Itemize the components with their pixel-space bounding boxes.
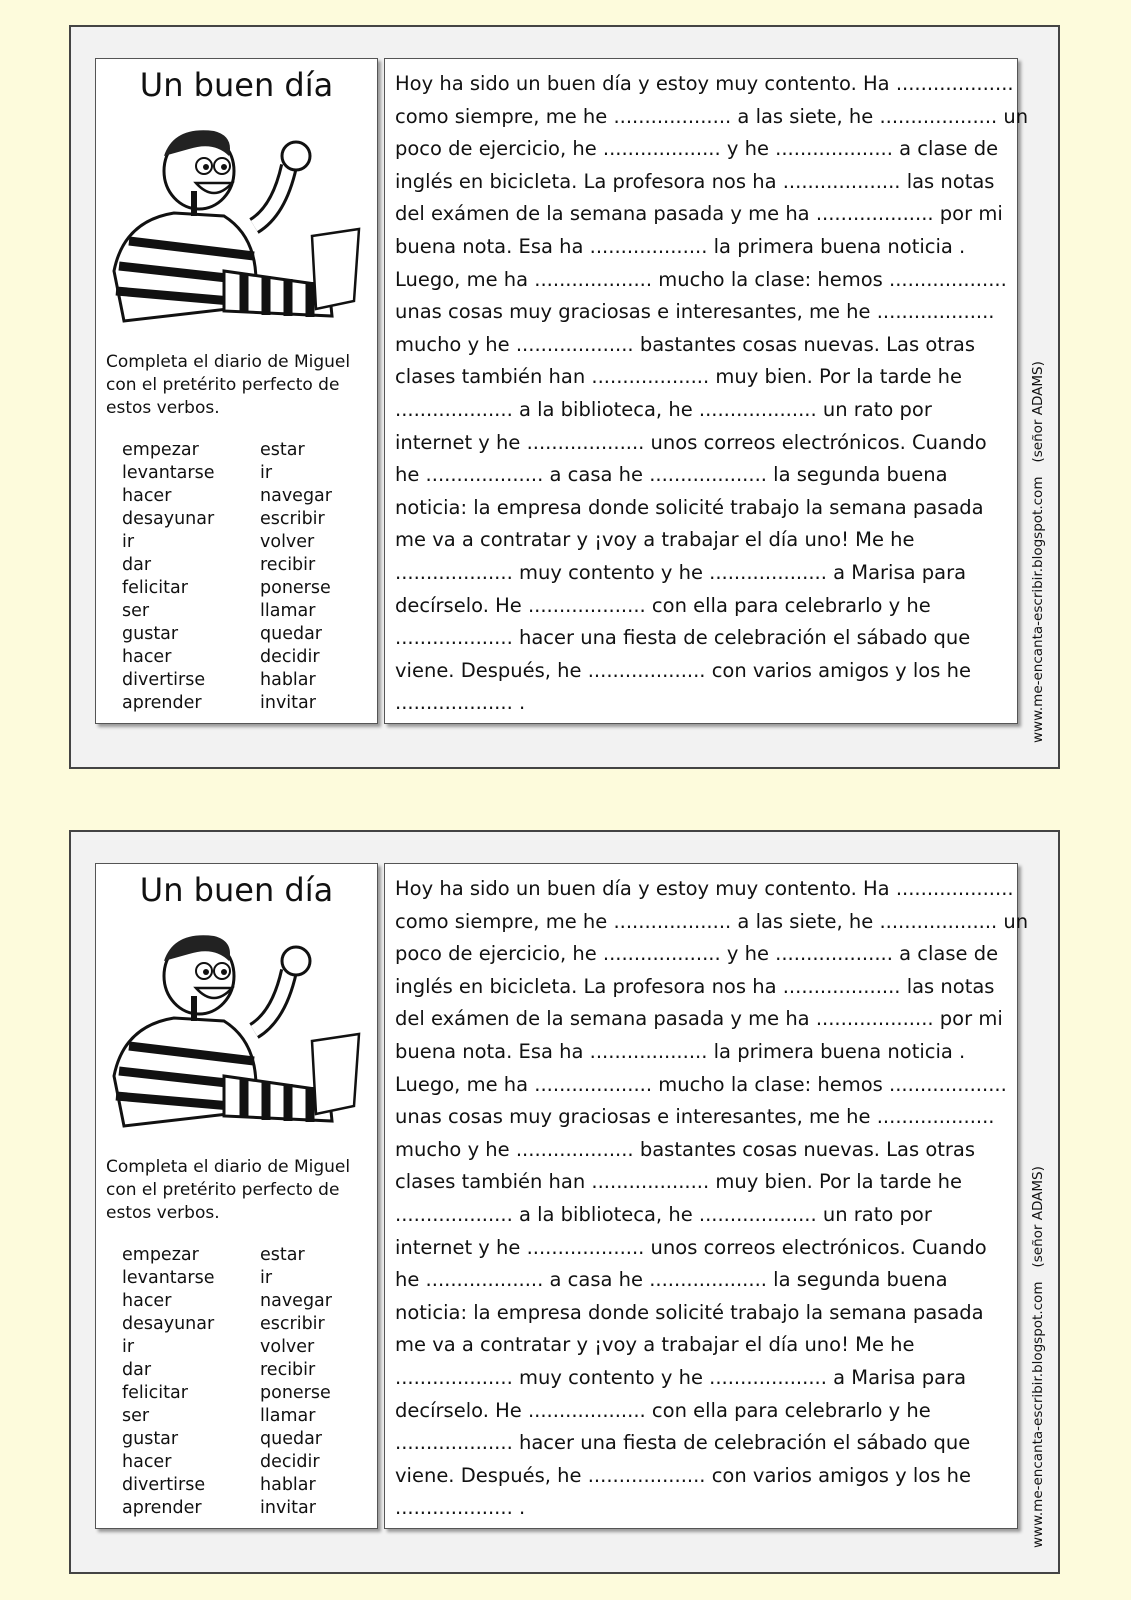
- diary-line: ................... a la biblioteca, he ................... un rato por: [395, 1202, 932, 1226]
- diary-line: inglés en bicicleta. La profesora nos ha ................... las notas: [395, 169, 995, 193]
- verb-item: llamar: [260, 1406, 316, 1426]
- diary-line: noticia: la empresa donde solicité trabajo la semana pasada: [395, 1300, 984, 1324]
- diary-line: mucho y he ................... bastantes cosas nuevas. Las otras: [395, 332, 976, 356]
- diary-line: como siempre, me he ................... a las siete, he ................... un: [395, 104, 1029, 128]
- diary-line: buena nota. Esa ha ................... la primera buena noticia .: [395, 1039, 966, 1063]
- verb-item: aprender: [122, 1498, 202, 1518]
- credit-line: [1030, 1166, 1046, 1548]
- diary-line: ................... hacer una fiesta de celebración el sábado que: [395, 626, 971, 650]
- verb-list-column-1: [122, 1244, 214, 1520]
- verb-item: ir: [260, 463, 273, 483]
- verb-item: felicitar: [122, 1383, 188, 1403]
- verb-item: ir: [122, 532, 135, 552]
- diary-line: me va a contratar y ¡voy a trabajar el día uno! Me he: [395, 528, 915, 552]
- happy-student-illustration: [104, 926, 364, 1136]
- verb-item: estar: [260, 440, 305, 460]
- diary-line: inglés en bicicleta. La profesora nos ha ................... las notas: [395, 974, 995, 998]
- verb-item: hacer: [122, 1291, 172, 1311]
- verb-item: ir: [122, 1337, 135, 1357]
- verb-list-column-2: [260, 439, 332, 715]
- credit-author: (señor ADAMS): [1030, 361, 1046, 463]
- diary-line: me va a contratar y ¡voy a trabajar el día uno! Me he: [395, 1333, 915, 1357]
- diary-text: [395, 873, 1029, 1525]
- worksheet-title: Un buen día: [139, 66, 334, 104]
- verb-item: hacer: [122, 647, 172, 667]
- worksheet-title: Un buen día: [139, 871, 334, 909]
- verb-item: dar: [122, 1360, 152, 1380]
- instructions-text: Completa el diario de Miguel con el pretérito perfecto de estos verbos.: [106, 352, 351, 418]
- verb-item: estar: [260, 1245, 305, 1265]
- verb-list-column-2: [260, 1244, 332, 1520]
- verb-item: ponerse: [260, 578, 331, 598]
- verb-item: decidir: [260, 647, 320, 667]
- verb-item: hablar: [260, 670, 316, 690]
- verb-item: empezar: [122, 440, 199, 460]
- verb-item: invitar: [260, 1498, 316, 1518]
- verb-item: divertirse: [122, 1475, 206, 1495]
- verb-item: empezar: [122, 1245, 199, 1265]
- diary-line: mucho y he ................... bastantes cosas nuevas. Las otras: [395, 1137, 976, 1161]
- verb-item: quedar: [260, 1429, 322, 1449]
- verb-item: divertirse: [122, 670, 206, 690]
- happy-student-illustration: [104, 121, 364, 331]
- diary-line: he ................... a casa he ................... la segunda buena: [395, 1268, 948, 1292]
- verb-list-column-1: [122, 439, 214, 715]
- verb-item: escribir: [260, 509, 325, 529]
- diary-line: del exámen de la semana pasada y me ha ................... por mi: [395, 1007, 1003, 1031]
- diary-panel: [384, 58, 1029, 724]
- verb-item: hablar: [260, 1475, 316, 1495]
- credit-line: [1030, 361, 1046, 743]
- credit-url: www.me-encanta-escribir.blogspot.com: [1030, 1281, 1046, 1548]
- verb-item: volver: [260, 1337, 315, 1357]
- diary-line: como siempre, me he ................... a las siete, he ................... un: [395, 909, 1029, 933]
- diary-line: poco de ejercicio, he ................... y he ................... a clase de: [395, 942, 999, 966]
- verb-item: felicitar: [122, 578, 188, 598]
- diary-panel: [384, 863, 1029, 1529]
- diary-line: Luego, me ha ................... mucho la clase: hemos ...................: [395, 1072, 1007, 1096]
- verb-item: aprender: [122, 693, 202, 713]
- verb-item: navegar: [260, 1291, 332, 1311]
- credit-url: www.me-encanta-escribir.blogspot.com: [1030, 476, 1046, 743]
- verb-item: dar: [122, 555, 152, 575]
- diary-line: ................... muy contento y he ................... a Marisa para: [395, 1365, 967, 1389]
- verb-item: decidir: [260, 1452, 320, 1472]
- diary-line: internet y he ................... unos correos electrónicos. Cuando: [395, 430, 987, 454]
- diary-line: clases también han ................... muy bien. Por la tarde he: [395, 365, 962, 389]
- verb-item: invitar: [260, 693, 316, 713]
- diary-line: clases también han ................... muy bien. Por la tarde he: [395, 1170, 962, 1194]
- verb-item: volver: [260, 532, 315, 552]
- diary-line: ................... a la biblioteca, he ................... un rato por: [395, 397, 932, 421]
- instructions-text: Completa el diario de Miguel con el pretérito perfecto de estos verbos.: [106, 1157, 351, 1223]
- verb-item: escribir: [260, 1314, 325, 1334]
- diary-line: del exámen de la semana pasada y me ha ................... por mi: [395, 202, 1003, 226]
- verb-item: ir: [260, 1268, 273, 1288]
- verb-item: quedar: [260, 624, 322, 644]
- verb-item: gustar: [122, 1429, 179, 1449]
- diary-line: unas cosas muy graciosas e interesantes, me he ...................: [395, 1105, 995, 1129]
- diary-line: internet y he ................... unos correos electrónicos. Cuando: [395, 1235, 987, 1259]
- diary-line: Hoy ha sido un buen día y estoy muy contento. Ha ...................: [395, 877, 1014, 900]
- verb-item: desayunar: [122, 1314, 215, 1334]
- verb-item: recibir: [260, 555, 316, 575]
- diary-line: viene. Después, he ................... con varios amigos y los he: [395, 1463, 971, 1487]
- diary-line: buena nota. Esa ha ................... la primera buena noticia .: [395, 234, 966, 258]
- verb-item: levantarse: [122, 463, 215, 483]
- verb-item: navegar: [260, 486, 332, 506]
- diary-line: poco de ejercicio, he ................... y he ................... a clase de: [395, 137, 999, 161]
- verb-item: llamar: [260, 601, 316, 621]
- diary-text: [395, 68, 1029, 720]
- diary-line: ................... hacer una fiesta de celebración el sábado que: [395, 1431, 971, 1455]
- verb-item: recibir: [260, 1360, 316, 1380]
- worksheet-card: [69, 830, 1060, 1574]
- verb-item: levantarse: [122, 1268, 215, 1288]
- diary-line: noticia: la empresa donde solicité trabajo la semana pasada: [395, 495, 984, 519]
- verb-item: ser: [122, 601, 150, 621]
- diary-line: unas cosas muy graciosas e interesantes, me he ...................: [395, 300, 995, 324]
- diary-line: decírselo. He ................... con ella para celebrarlo y he: [395, 593, 931, 617]
- diary-line: decírselo. He ................... con ella para celebrarlo y he: [395, 1398, 931, 1422]
- diary-line: Luego, me ha ................... mucho la clase: hemos ...................: [395, 267, 1007, 291]
- diary-line: ................... .: [395, 691, 526, 715]
- diary-line: viene. Después, he ................... con varios amigos y los he: [395, 658, 971, 682]
- diary-line: ................... muy contento y he ................... a Marisa para: [395, 560, 967, 584]
- verb-item: hacer: [122, 486, 172, 506]
- instructions-panel: [95, 863, 378, 1529]
- verb-item: ser: [122, 1406, 150, 1426]
- verb-item: hacer: [122, 1452, 172, 1472]
- credit-author: (señor ADAMS): [1030, 1166, 1046, 1268]
- instructions-panel: [95, 58, 378, 724]
- worksheet-card: [69, 25, 1060, 769]
- verb-item: ponerse: [260, 1383, 331, 1403]
- diary-line: ................... .: [395, 1496, 526, 1520]
- diary-line: Hoy ha sido un buen día y estoy muy contento. Ha ...................: [395, 72, 1014, 95]
- verb-item: desayunar: [122, 509, 215, 529]
- verb-item: gustar: [122, 624, 179, 644]
- diary-line: he ................... a casa he ................... la segunda buena: [395, 463, 948, 487]
